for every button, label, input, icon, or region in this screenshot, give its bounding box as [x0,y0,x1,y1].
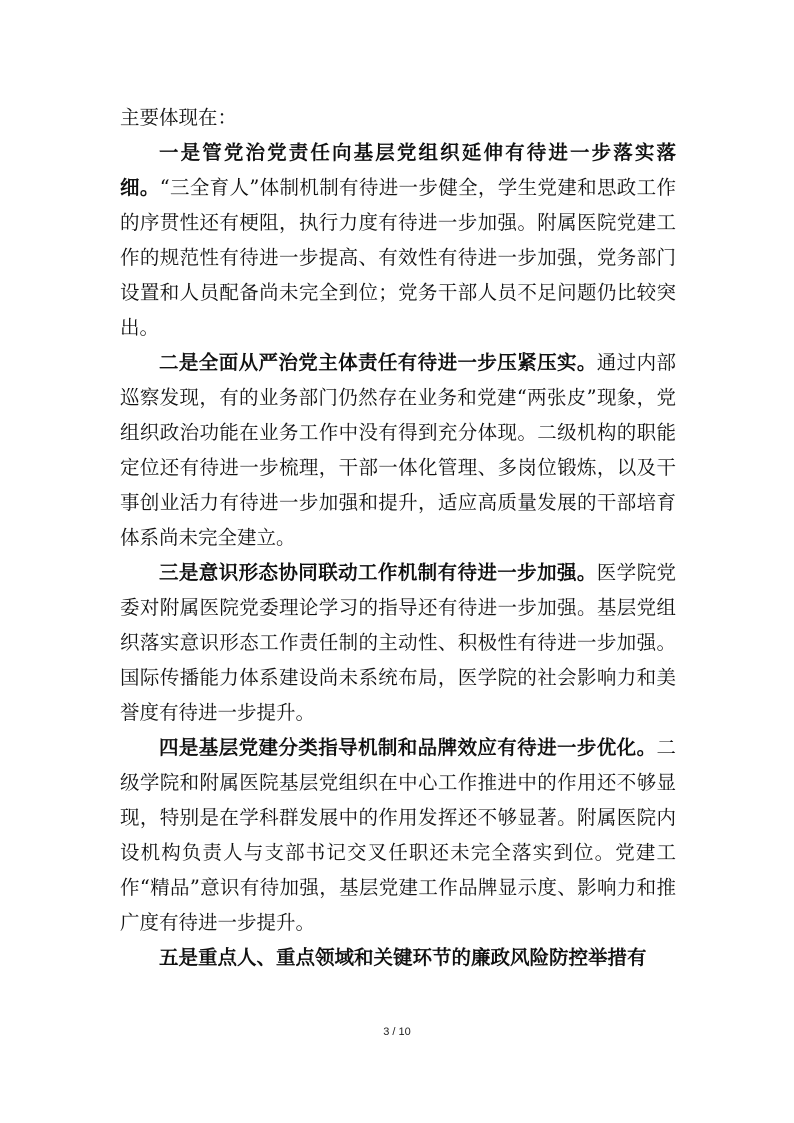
paragraph-3 [120,555,676,730]
paragraph-heading: 五是重点人、重点领域和关键环节的廉政风险防控举措有 [159,946,647,969]
paragraph-heading: 四是基层党建分类指导机制和品牌效应有待进一步优化。 [159,736,657,759]
page-number: 3 / 10 [383,1026,411,1038]
document-body [120,100,676,975]
paragraph-heading: 一是管党治党责任向基层党组织延伸有待进一步落实落细。 [120,141,676,199]
intro-line: 主要体现在： [120,106,238,129]
paragraph-text: “三全育人”体制机制有待进一步健全，学生党建和思政工作的序贯性还有梗阻，执行力度有待进一步加强。附属医院党建工作的规范性有待进一步提高、有效性有待进一步加强，党务部门设置和人员配备尚未完全到位；党务干部人员不足问题仍比较突出。 [120,176,676,339]
paragraph-text: 二级学院和附属医院基层党组织在中心工作推进中的作用还不够显现，特别是在学科群发展中的作用发挥还不够显著。附属医院内设机构负责人与支部书记交叉任职还未完全落实到位。党建工作“精品”意识有待加强，基层党建工作品牌显示度、影响力和推广度有待进一步提升。 [120,736,676,934]
paragraph-1 [120,135,676,345]
paragraph-text: 通过内部巡察发现，有的业务部门仍然存在业务和党建“两张皮”现象，党组织政治功能在业务工作中没有得到充分体现。二级机构的职能定位还有待进一步梳理，干部一体化管理、多岗位锻炼，以及干事创业活力有待进一步加强和提升，适应高质量发展的干部培育体系尚未完全建立。 [120,351,676,549]
paragraph-5 [120,940,676,975]
paragraph-4 [120,730,676,940]
paragraph-text: 医学院党委对附属医院党委理论学习的指导还有待进一步加强。基层党组织落实意识形态工作责任制的主动性、积极性有待进一步加强。国际传播能力体系建设尚未系统布局，医学院的社会影响力和美誉度有待进一步提升。 [120,561,676,724]
paragraph-2 [120,345,676,555]
paragraph-heading: 二是全面从严治党主体责任有待进一步压紧压实。 [159,351,597,374]
paragraph-heading: 三是意识形态协同联动工作机制有待进一步加强。 [159,561,597,584]
